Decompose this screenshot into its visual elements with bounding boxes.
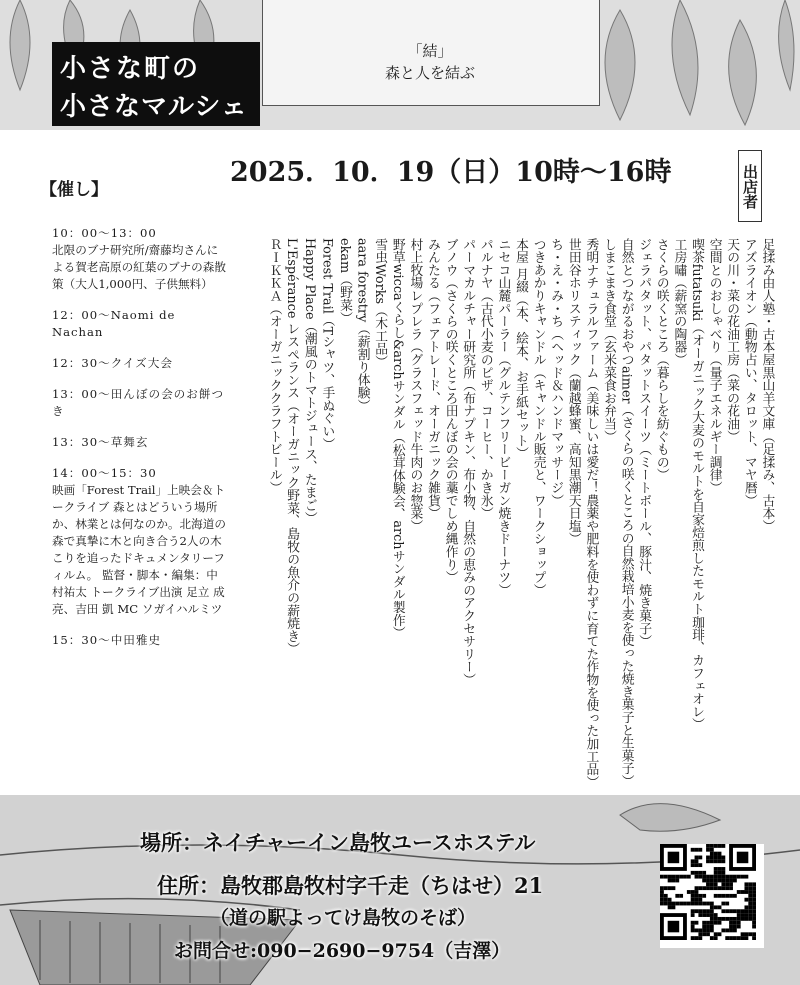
vendor-item: 天の川・菜の花油工房（菜の花油） (724, 238, 740, 443)
vendor-item: ekam（野菜） (337, 238, 352, 325)
vendor-item: ち・え・み・ち（ヘッド＆ハンドマッサージ） (548, 238, 564, 507)
vendor-item: 秀明ナチュラルファーム（美味しいは愛だ！農薬や肥料を使わずに育てた作物を使った加工品） (583, 238, 599, 789)
vendor-item: 野草wiccaくらし&archサンダル（松茸体験会、archサンダル製作） (389, 238, 405, 640)
event-time: 14：00〜15：30 (52, 466, 157, 480)
qr-code-icon (660, 844, 756, 940)
event-time: 13：00〜田んぼの会のお餅つき (52, 387, 225, 418)
venue-contact: お問合せ:090−2690−9754（吉澤） (174, 940, 511, 962)
logo (52, 42, 260, 126)
vendor-item: パルナヤ（古代小麦のピザ、コーヒー、かき氷） (477, 238, 493, 520)
vendor-item: アズライオン（動物占い、タロット、マヤ暦） (741, 238, 757, 507)
event-item (52, 225, 227, 293)
vendors-heading: 出店者 (738, 150, 762, 222)
vendor-item: Forest Trail（Tシャツ、手ぬぐい） (319, 238, 335, 451)
vendor-item: 雪虫Works（木工品） (372, 238, 388, 369)
vendors-list (246, 238, 776, 798)
theme-kanji: 「結」 (407, 42, 453, 60)
logo-line-1: 小さな町の (60, 54, 201, 84)
vendor-item: 自然とつながるおやつaimer（さくらの咲くところの自然栽培小麦を使った焼き菓子と生菓子） (618, 238, 634, 788)
vendor-item: 空間とのおしゃべり（量子エネルギー調律） (706, 238, 722, 494)
vendor-item: 喫茶futatsuki（オーガニック大麦のモルトを自家焙煎したモルト珈琲、カフェオレ） (689, 238, 704, 731)
theme-subtitle: 森と人を結ぶ (384, 64, 475, 82)
venue-landmark: （道の駅よってけ島牧のそば） (210, 907, 477, 929)
event-time: 10：00〜13：00 (52, 226, 157, 240)
event-time: 15：30〜中田雅史 (52, 633, 162, 647)
event-item (52, 386, 227, 420)
logo-line-2: 小さなマルシェ (60, 92, 248, 122)
vendor-item: つきあかりキャンドル（キャンドル販売と、ワークショップ） (530, 238, 546, 597)
event-item (52, 632, 227, 649)
vendor-item: ニセコ山麓パーラー（グルテンフリービーガン焼きドーナツ） (495, 238, 511, 597)
qr-code[interactable] (660, 844, 764, 948)
vendor-item: 足揉み由人塾・古本屋黒山羊文庫（足揉み、古本） (759, 238, 775, 533)
venue-address: 住所：島牧郡島牧村字千走（ちはせ）21 (157, 873, 544, 898)
footer-illustration (0, 795, 800, 985)
vendor-item: パーマカルチャー研究所（布ナプキン、布小物、自然の恵みのアクセサリー） (460, 238, 476, 686)
event-item (52, 307, 227, 341)
vendor-item: 工房嘯（薪窯の陶器） (671, 238, 687, 366)
events-heading: 【催し】 (40, 180, 108, 200)
vendor-item: ブノウ（さくらの咲くところ田んぼの会の藁でしめ縄作り） (442, 238, 458, 584)
event-item (52, 355, 227, 372)
vendor-item: しまこまき食堂（玄米菜食お弁当） (601, 238, 616, 443)
vendor-item: L'Espérance レスペランス（オーガニック野菜、島牧の魚介の薪焼き） (284, 238, 300, 656)
event-item (52, 434, 227, 451)
vendor-item: さくらの咲くところ（暮らしを紡ぐもの） (653, 238, 669, 482)
vendor-item: 世田谷ホリスティック（蘭越蜂蜜、高知黒潮天日塩） (565, 238, 581, 546)
vendor-item: みんたる（フェアトレード、オーガニック雑貨） (425, 238, 440, 520)
vendor-item: aara forestry（薪割り体験） (354, 238, 370, 412)
event-desc: 映画「Forest Trail」上映会＆トークライブ 森とはどういう場所か、林業とは何なのか。北海道の森で真摯に木と向き合う2人の木こりを追ったドキュメンタリーフィルム。 監督・脚本・編集：中村祐太 トークライブ出演 足立 成亮、吉田 凱 MC ソガイハルミツ (52, 483, 226, 616)
vendor-item: Happy Place（潮風のトマトジュース、たまご） (301, 238, 317, 525)
events-list (52, 225, 227, 663)
vendor-item: 村上牧場レプレラ（グラスフェッド牛肉のお惣菜） (407, 238, 423, 533)
vendor-item: ＲＩＫＫＡ（オーガニッククラフトビール） (266, 238, 282, 494)
event-item (52, 465, 227, 618)
event-date: 2025．10．19（日）10時〜16時 (230, 157, 672, 188)
venue-place: 場所：ネイチャーイン島牧ユースホステル (140, 830, 536, 855)
event-desc: 北限のブナ研究所/齋藤均さんによる賀老高原の紅葉のブナの森散策（大人1,000円、子供無料） (52, 243, 226, 291)
vendor-item: ジェラパタット、パタットスイーツ（ミートボール、豚汁、焼き菓子） (636, 238, 652, 648)
vendor-item: 本屋 月綴（本、絵本、お手紙セット） (513, 238, 528, 460)
event-time: 12：00〜Naomi de Nachan (52, 308, 176, 339)
event-time: 13：30〜草舞玄 (52, 435, 149, 449)
event-time: 12：30〜クイズ大会 (52, 356, 173, 370)
